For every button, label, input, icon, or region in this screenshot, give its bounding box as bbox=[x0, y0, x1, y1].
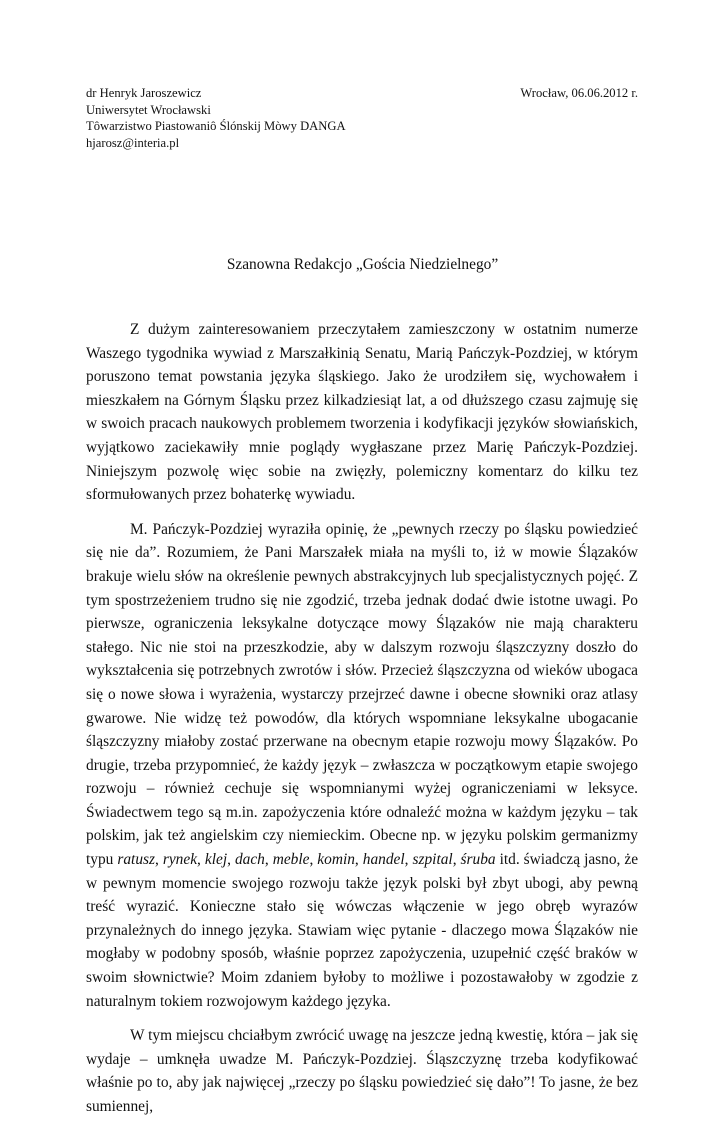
separator: , bbox=[227, 851, 235, 869]
word-meble: meble bbox=[272, 851, 310, 869]
separator: , bbox=[264, 851, 273, 869]
paragraph-1: Z dużym zainteresowaniem przeczytałem zamieszczony w ostatnim numerze Waszego tygodnika wywiad z Marszałkinią Senatu, Marią Pańczyk-Pozdziej, w którym poruszono temat powstania języka śląskiego. Jako że urodziłem się, wychowałem i mieszkałem na Górnym Śląsku przez kilkadziesiąt lat, a od dłuższego czasu zajmuję się w swoich pracach naukowych problemem tworzenia i kodyfikacji języków słowiańskich, wyjątkowo zaciekawiły mnie poglądy wygłaszane przez Marię Pańczyk-Pozdziej. Niniejszym pozwolę więc sobie na zwięzły, polemiczny komentarz do kilku tez sformułowanych przez bohaterkę wywiadu. bbox=[86, 321, 638, 504]
separator: , bbox=[452, 851, 461, 869]
word-sruba: śruba bbox=[460, 851, 496, 869]
place-date: Wrocław, 06.06.2012 r. bbox=[520, 86, 638, 100]
letter-body bbox=[86, 318, 638, 1130]
sender-society: Tôwarzistwo Piastowaniô Ślónskij Mòwy DANGA bbox=[86, 119, 346, 133]
word-komin: komin bbox=[317, 851, 355, 869]
sender-block bbox=[86, 85, 346, 151]
sender-affiliation: Uniwersytet Wrocławski bbox=[86, 102, 211, 117]
paragraph-2 bbox=[86, 518, 638, 1013]
sender-email: hjarosz@interia.pl bbox=[86, 135, 180, 150]
word-szpital: szpital bbox=[412, 851, 453, 869]
separator: , bbox=[309, 851, 318, 869]
separator: , bbox=[155, 851, 163, 869]
paragraph-2-text-a: M. Pańczyk-Pozdziej wyraziła opinię, że „pewnych rzeczy po śląsku powiedzieć się nie da”. Rozumiem, że Pani Marszałek miała na myśli to, iż w mowie Ślązaków brakuje wielu słów na określenie pewnych abstrakcyjnych lub specjalistycznych pojęć. Z tym spostrzeżeniem trudno się nie zgodzić, trzeba jednak dodać dwie istotne uwagi. Po pierwsze, ograniczenia leksykalne dotyczące mowy Ślązaków nie mają charakteru stałego. Nic nie stoi na przeszkodzie, aby w dalszym rozwoju śląszczyzny doszło do wykształcenia się potrzebnych zwrotów i słów. Przecież śląszczyzna od wieków ubogaca się o nowe słowa i wyrażenia, wystarczy przejrzeć dawne i obecne słowniki oraz atlasy gwarowe. Nie widzę też powodów, dla których wspomniane leksykalne ubogacanie śląszczyzny miałoby zostać przerwane na obecnym etapie rozwoju mowy Ślązaków. Po drugie, trzeba przypomnieć, że każdy język – zwłaszcza w początkowym etapie swojego rozwoju – również cechuje się wspomnianymi wyżej ograniczeniami w leksyce. Świadectwem tego są m.in. zapożyczenia które odnaleźć można w każdym języku – tak polskim, jak też angielskim czy niemieckim. Obecne np. w języku polskim germanizmy typu bbox=[86, 520, 638, 869]
word-handel: handel bbox=[362, 851, 405, 869]
separator: , bbox=[354, 851, 363, 869]
paragraph-3: W tym miejscu chciałbym zwrócić uwagę na jeszcze jedną kwestię, która – jak się wydaje – umknęła uwadze M. Pańczyk-Pozdziej. Śląszczyznę trzeba kodyfikować właśnie po to, aby jak najwięcej „rzeczy po śląsku powiedzieć się dało”! To jasne, że bez sumiennej, bbox=[86, 1027, 638, 1115]
salutation: Szanowna Redakcjo „Gościa Niedzielnego” bbox=[226, 256, 499, 273]
word-klej: klej bbox=[204, 851, 228, 869]
word-dach: dach bbox=[234, 851, 265, 869]
word-ratusz: ratusz bbox=[117, 851, 155, 869]
separator: , bbox=[404, 851, 413, 869]
sender-name: dr Henryk Jaroszewicz bbox=[86, 86, 202, 100]
paragraph-2-text-b: itd. świadczą jasno, że w pewnym momencie swojego rozwoju także język polski był zbyt ubogi, aby pewną treść wyrazić. Konieczne stało się wówczas włączenie w jego obręb wyrazów przynależnych do innego języka. Stawiam więc pytanie - dlaczego mowa Ślązaków nie mogłaby w podobny sposób, właśnie poprzez zapożyczenia, uzupełnić część braków w swoim słownictwie? Moim zdaniem byłoby to możliwe i pozostawałoby w zgodzie z naturalnym tokiem rozwojowym każdego języka. bbox=[86, 851, 639, 1010]
word-rynek: rynek bbox=[162, 851, 198, 869]
separator: , bbox=[197, 851, 205, 869]
